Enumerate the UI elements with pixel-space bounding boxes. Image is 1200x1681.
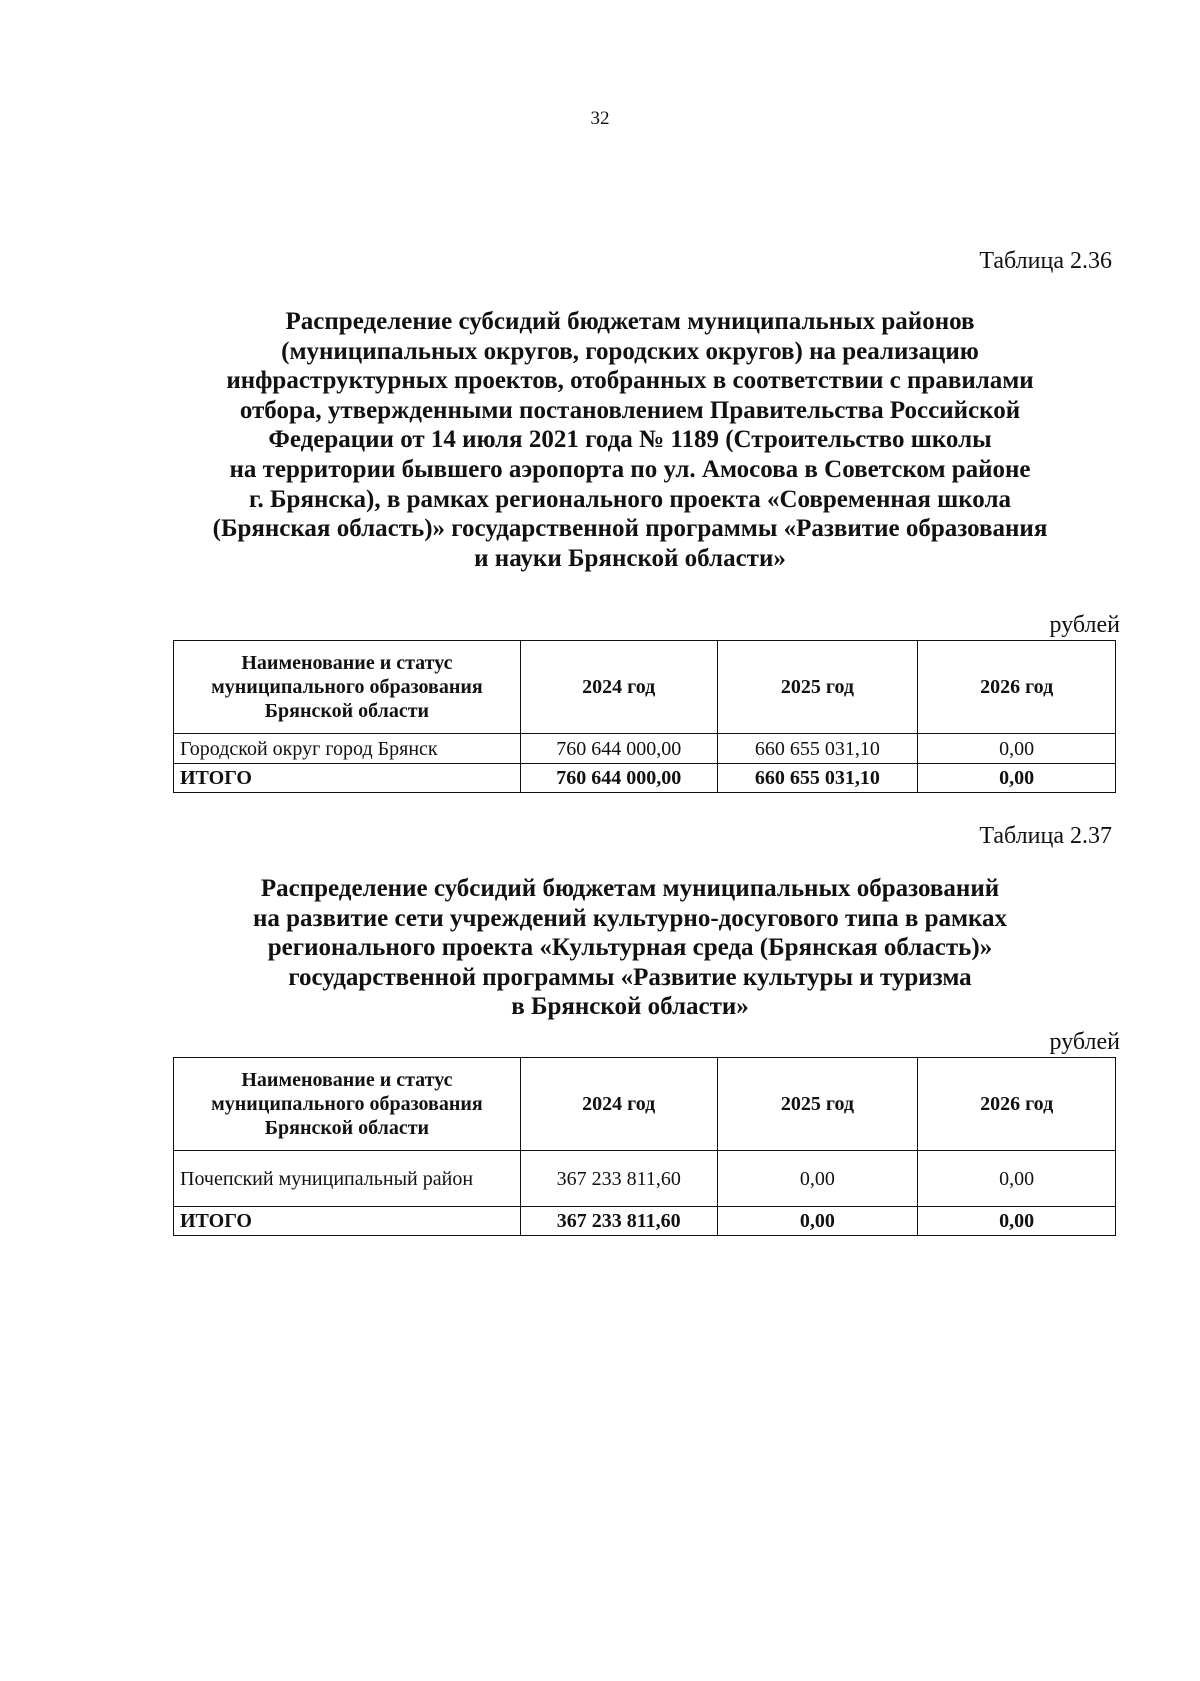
caption-line: Распределение субсидий бюджетам муниципальных образований xyxy=(260,875,1000,902)
table-2-36-label: Таблица 2.36 xyxy=(979,248,1112,274)
page-number: 32 xyxy=(590,108,610,129)
total-2026: 0,00 xyxy=(918,1207,1116,1236)
caption-line: инфраструктурных проектов, отобранных в соответствии с правилами xyxy=(226,367,1034,395)
total-2024: 760 644 000,00 xyxy=(520,764,717,793)
header-2025: 2025 год xyxy=(717,1058,918,1151)
table-2-37-caption xyxy=(160,874,1100,1022)
total-name: ИТОГО xyxy=(174,764,521,793)
header-2024: 2024 год xyxy=(520,641,717,734)
table-2-36 xyxy=(173,640,1116,793)
header-2025: 2025 год xyxy=(717,641,918,734)
row-2026: 0,00 xyxy=(918,1151,1116,1207)
header-2026: 2026 год xyxy=(918,1058,1116,1151)
table-2-36-caption xyxy=(160,307,1100,573)
total-row xyxy=(174,764,1116,793)
row-2025: 660 655 031,10 xyxy=(717,734,918,764)
caption-line: в Брянской области» xyxy=(511,993,749,1021)
caption-line: Федерации от 14 июля 2021 года № 1189 (Строительство школы xyxy=(268,426,992,454)
row-name: Почепский муниципальный район xyxy=(174,1151,521,1207)
table-row xyxy=(174,1151,1116,1207)
caption-line: государственной программы «Развитие культуры и туризма xyxy=(288,963,972,991)
table-header-row xyxy=(174,641,1116,734)
table-row xyxy=(174,734,1116,764)
header-name-cell xyxy=(174,641,521,734)
header-name-line: Наименование и статус xyxy=(241,652,453,674)
header-name-line: муниципального образования xyxy=(211,676,483,698)
table-2-37-units: рублей xyxy=(1049,1029,1120,1055)
total-2025: 660 655 031,10 xyxy=(717,764,918,793)
caption-line: регионального проекта «Культурная среда (Брянская область)» xyxy=(267,934,993,962)
caption-line: Распределение субсидий бюджетам муниципальных районов xyxy=(285,308,975,335)
total-2025: 0,00 xyxy=(717,1207,918,1236)
table-2-37-label: Таблица 2.37 xyxy=(979,823,1112,849)
caption-line: (Брянская область)» государственной программы «Развитие образования xyxy=(212,515,1048,543)
row-2024: 367 233 811,60 xyxy=(520,1151,717,1207)
header-2024: 2024 год xyxy=(520,1058,717,1151)
row-2025: 0,00 xyxy=(717,1151,918,1207)
row-2024: 760 644 000,00 xyxy=(520,734,717,764)
header-name-line: муниципального образования xyxy=(211,1093,483,1115)
header-2026: 2026 год xyxy=(918,641,1116,734)
total-row xyxy=(174,1207,1116,1236)
table-2-36-units: рублей xyxy=(1049,612,1120,638)
caption-line: и науки Брянской области» xyxy=(474,544,786,572)
table-header-row xyxy=(174,1058,1116,1151)
caption-line: на развитие сети учреждений культурно-досугового типа в рамках xyxy=(252,904,1008,932)
caption-line: отбора, утвержденными постановлением Правительства Российской xyxy=(239,396,1021,424)
header-name-line: Наименование и статус xyxy=(241,1069,453,1091)
caption-line: на территории бывшего аэропорта по ул. Амосова в Советском районе xyxy=(229,455,1031,483)
table-2-37 xyxy=(173,1057,1116,1236)
row-name: Городской округ город Брянск xyxy=(174,734,521,764)
caption-line: (муниципальных округов, городских округов) на реализацию xyxy=(281,337,979,365)
total-name: ИТОГО xyxy=(174,1207,521,1236)
row-2026: 0,00 xyxy=(918,734,1116,764)
header-name-line: Брянской области xyxy=(264,700,430,722)
total-2024: 367 233 811,60 xyxy=(520,1207,717,1236)
header-name-line: Брянской области xyxy=(264,1117,430,1139)
total-2026: 0,00 xyxy=(918,764,1116,793)
caption-line: г. Брянска), в рамках регионального проекта «Современная школа xyxy=(249,485,1011,513)
header-name-cell xyxy=(174,1058,521,1151)
